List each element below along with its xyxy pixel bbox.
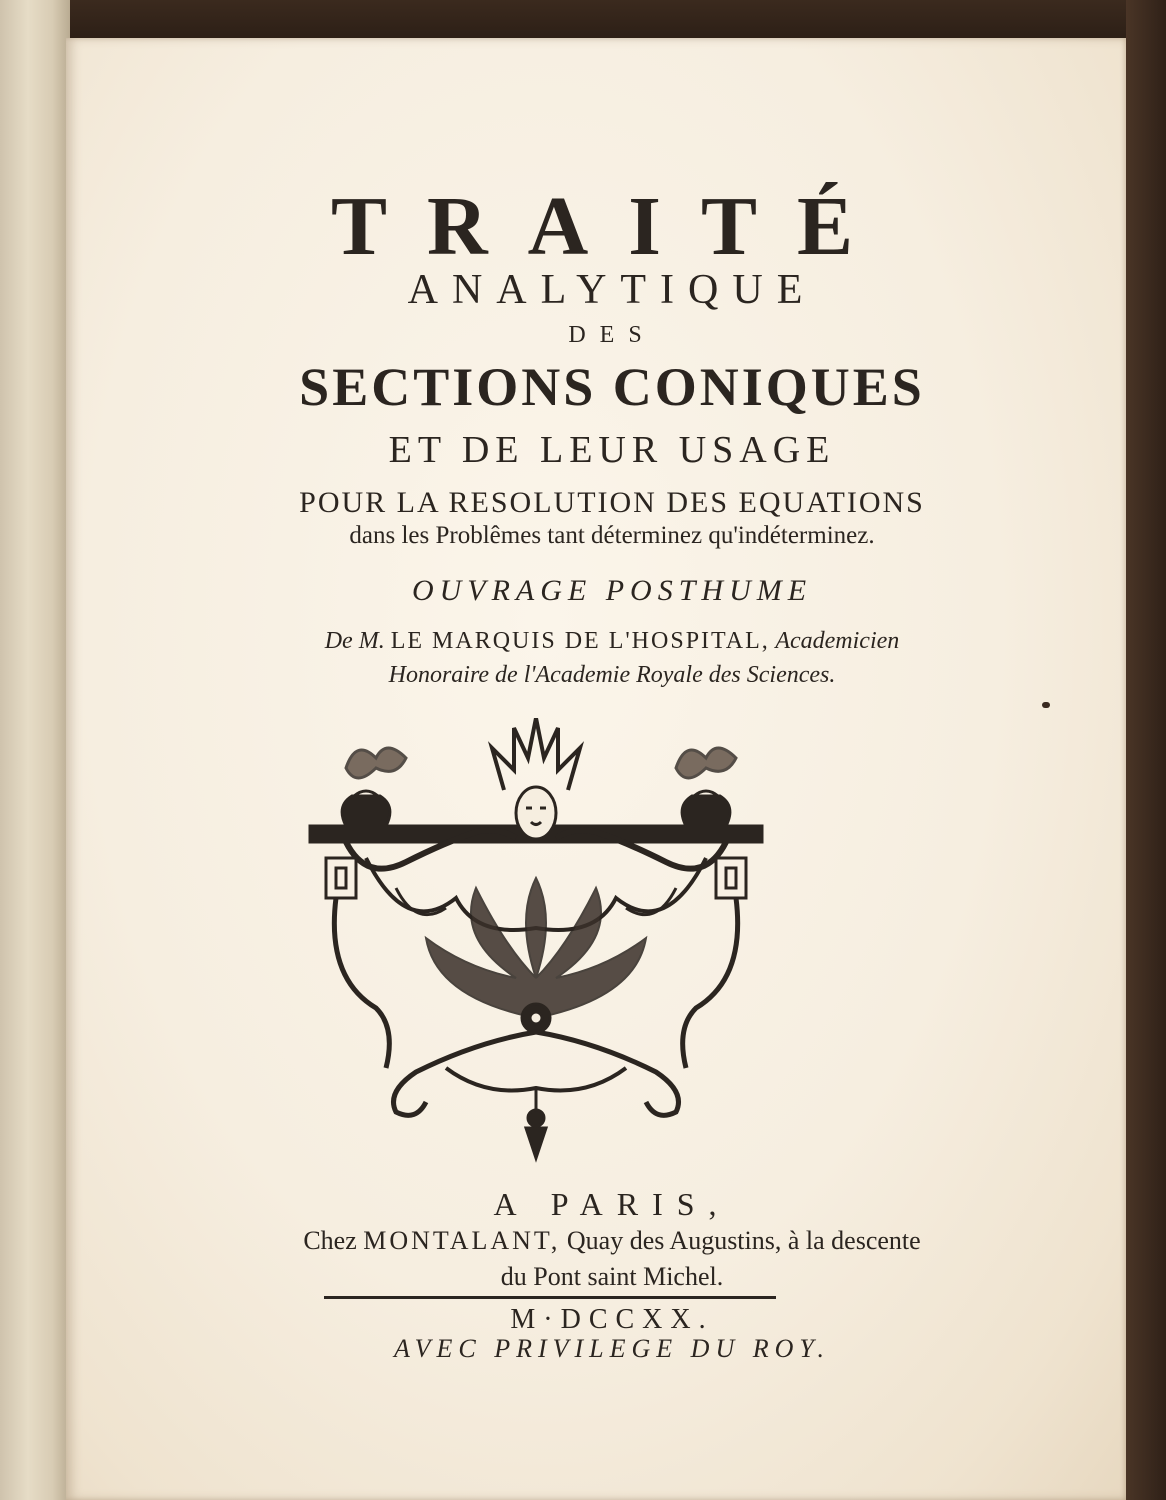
shelf-side bbox=[1126, 0, 1166, 1500]
author-name: LE MARQUIS DE L'HOSPITAL, bbox=[390, 628, 770, 654]
paper-speck bbox=[1042, 702, 1050, 708]
publisher-name: MONTALANT, bbox=[363, 1226, 561, 1255]
imprint-privilege: AVEC PRIVILEGE DU ROY. bbox=[394, 1334, 830, 1363]
imprint-date: M·DCCXX. bbox=[510, 1304, 714, 1335]
book-left-page-edge bbox=[0, 0, 70, 1500]
title-analytique: ANALYTIQUE bbox=[407, 267, 817, 313]
author-prefix: De M. bbox=[324, 628, 385, 654]
subtitle-resolution: POUR LA RESOLUTION DES EQUATIONS bbox=[299, 486, 925, 519]
imprint-publisher bbox=[162, 1226, 1062, 1256]
author-honoraire: Honoraire de l'Academie Royale des Sciences. bbox=[388, 662, 836, 688]
title-traite: TRAITÉ bbox=[330, 180, 894, 273]
title-sections-coniques: SECTIONS CONIQUES bbox=[299, 357, 925, 417]
imprint-rule bbox=[324, 1296, 776, 1299]
subtitle-problemes: dans les Problêmes tant déterminez qu'indéterminez. bbox=[349, 522, 875, 549]
title-des: DES bbox=[568, 322, 656, 348]
author-suffix: Academicien bbox=[775, 628, 900, 654]
subtitle-leur-usage: ET DE LEUR USAGE bbox=[388, 429, 836, 471]
imprint-city: A PARIS, bbox=[493, 1186, 731, 1222]
imprint-address: du Pont saint Michel. bbox=[500, 1262, 724, 1291]
publisher-prefix: Chez bbox=[303, 1226, 357, 1255]
shelf-background bbox=[0, 0, 1166, 40]
publisher-address: Quay des Augustins, à la descente bbox=[566, 1226, 921, 1255]
author-line bbox=[162, 628, 1062, 655]
title-page bbox=[66, 38, 1126, 1500]
ouvrage-posthume: OUVRAGE POSTHUME bbox=[411, 574, 813, 607]
printers-ornament-woodcut bbox=[306, 718, 766, 1168]
